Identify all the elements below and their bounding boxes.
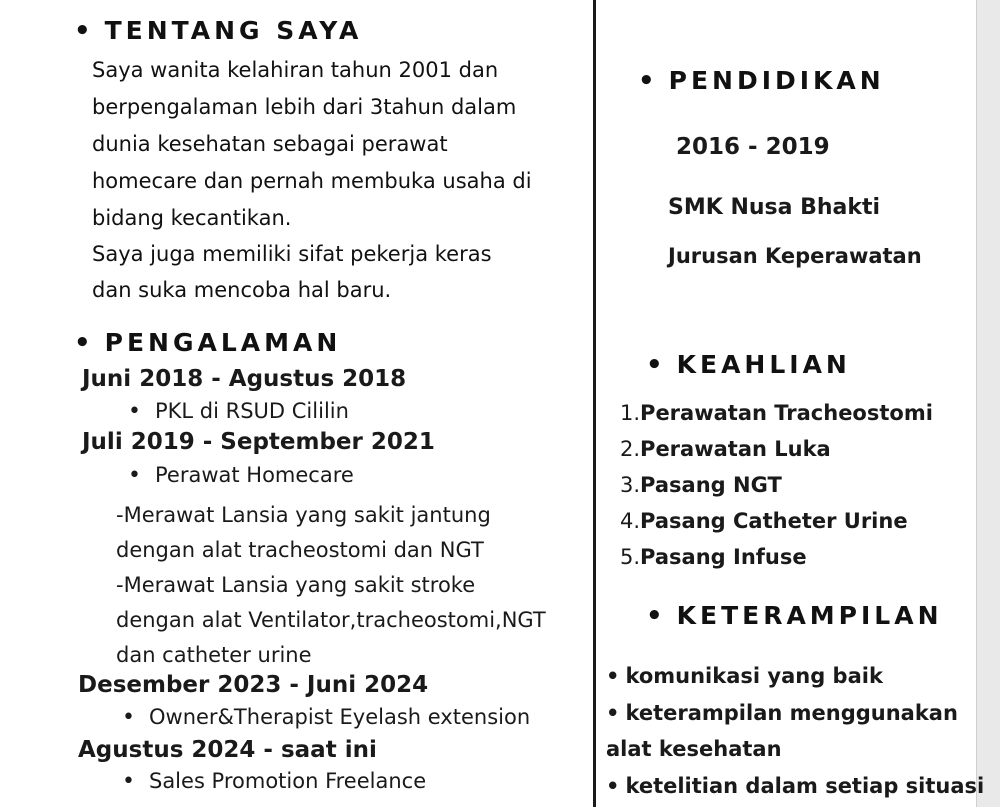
tentang-heading-text: TENTANG SAYA <box>104 16 363 45</box>
skill-bullet: • <box>606 664 620 688</box>
pendidikan-heading-text: PENDIDIKAN <box>668 66 885 95</box>
tentang-line: berpengalaman lebih dari 3tahun dalam <box>92 95 517 119</box>
keahlian-text: Pasang NGT <box>640 473 782 497</box>
keterampilan-text: komunikasi yang baik <box>625 664 883 688</box>
role-bullet: • <box>122 769 135 794</box>
education-school: SMK Nusa Bhakti <box>668 195 881 220</box>
keterampilan-item <box>606 696 984 733</box>
experience-role-text: PKL di RSUD Cililin <box>154 399 349 423</box>
tentang-line: bidang kecantikan. <box>92 206 292 230</box>
tentang-line: Saya wanita kelahiran tahun 2001 dan <box>92 58 499 82</box>
tentang-heading <box>74 16 362 46</box>
keterampilan-item <box>606 769 984 806</box>
tentang-line: Saya juga memiliki sifat pekerja keras <box>92 242 492 266</box>
tentang-line: homecare dan pernah membuka usaha di <box>92 169 532 193</box>
education-years: 2016 - 2019 <box>676 134 830 160</box>
keahlian-num: 5. <box>620 545 641 569</box>
keahlian-text: Pasang Catheter Urine <box>640 509 908 533</box>
keahlian-item <box>620 540 933 576</box>
keterampilan-heading <box>646 601 943 631</box>
keterampilan-text: ketelitian dalam setiap situasi <box>625 773 985 798</box>
tentang-body <box>92 52 532 308</box>
pendidikan-heading <box>638 66 885 96</box>
keahlian-num: 4. <box>620 509 641 533</box>
heading-bullet: • <box>638 66 655 96</box>
education-major: Jurusan Keperawatan <box>668 244 922 268</box>
keahlian-heading-text: KEAHLIAN <box>676 350 851 379</box>
keahlian-list <box>620 396 933 576</box>
keahlian-item <box>620 468 933 504</box>
experience-role <box>128 399 349 424</box>
keahlian-item <box>620 504 933 540</box>
keterampilan-list <box>606 659 984 805</box>
keahlian-text: Perawatan Tracheostomi <box>640 401 933 425</box>
keahlian-item <box>620 432 933 468</box>
column-divider <box>593 0 596 807</box>
experience-role-text: Owner&Therapist Eyelash extension <box>148 705 531 729</box>
heading-bullet: • <box>646 350 663 380</box>
experience-details <box>116 498 546 673</box>
keahlian-num: 2. <box>620 437 641 461</box>
pengalaman-heading-text: PENGALAMAN <box>104 328 342 357</box>
keterampilan-item <box>606 732 984 769</box>
experience-period: Agustus 2024 - saat ini <box>78 737 377 763</box>
keterampilan-text: alat kesehatan <box>606 737 782 761</box>
experience-detail-line: -Merawat Lansia yang sakit stroke <box>116 573 476 597</box>
experience-detail-line: dan catheter urine <box>116 643 312 667</box>
keahlian-num: 3. <box>620 473 641 497</box>
experience-detail-line: dengan alat Ventilator,tracheostomi,NGT <box>116 608 546 632</box>
role-bullet: • <box>128 399 141 424</box>
experience-role <box>122 769 426 794</box>
tentang-line: dunia kesehatan sebagai perawat <box>92 132 448 156</box>
role-bullet: • <box>122 705 135 730</box>
keterampilan-heading-text: KETERAMPILAN <box>676 601 943 630</box>
keahlian-text: Pasang Infuse <box>640 545 807 569</box>
experience-period: Desember 2023 - Juni 2024 <box>78 672 429 698</box>
keahlian-heading <box>646 350 851 380</box>
heading-bullet: • <box>646 601 663 631</box>
keahlian-num: 1. <box>620 401 641 425</box>
skill-bullet: • <box>606 700 620 725</box>
heading-bullet: • <box>74 16 91 46</box>
role-bullet: • <box>128 463 141 488</box>
keahlian-text: Perawatan Luka <box>640 437 831 461</box>
experience-role <box>122 705 530 730</box>
experience-role-text: Perawat Homecare <box>154 463 354 487</box>
tentang-line: dan suka mencoba hal baru. <box>92 278 392 302</box>
keahlian-item <box>620 396 933 432</box>
pengalaman-heading <box>74 328 341 358</box>
experience-period: Juni 2018 - Agustus 2018 <box>82 366 407 392</box>
experience-role-text: Sales Promotion Freelance <box>148 769 427 793</box>
experience-detail-line: -Merawat Lansia yang sakit jantung <box>116 503 491 527</box>
keterampilan-item <box>606 659 984 696</box>
experience-role <box>128 463 354 488</box>
experience-period: Juli 2019 - September 2021 <box>82 429 435 455</box>
keterampilan-text: keterampilan menggunakan <box>625 700 958 725</box>
heading-bullet: • <box>74 328 91 358</box>
skill-bullet: • <box>606 773 620 798</box>
experience-detail-line: dengan alat tracheostomi dan NGT <box>116 538 484 562</box>
